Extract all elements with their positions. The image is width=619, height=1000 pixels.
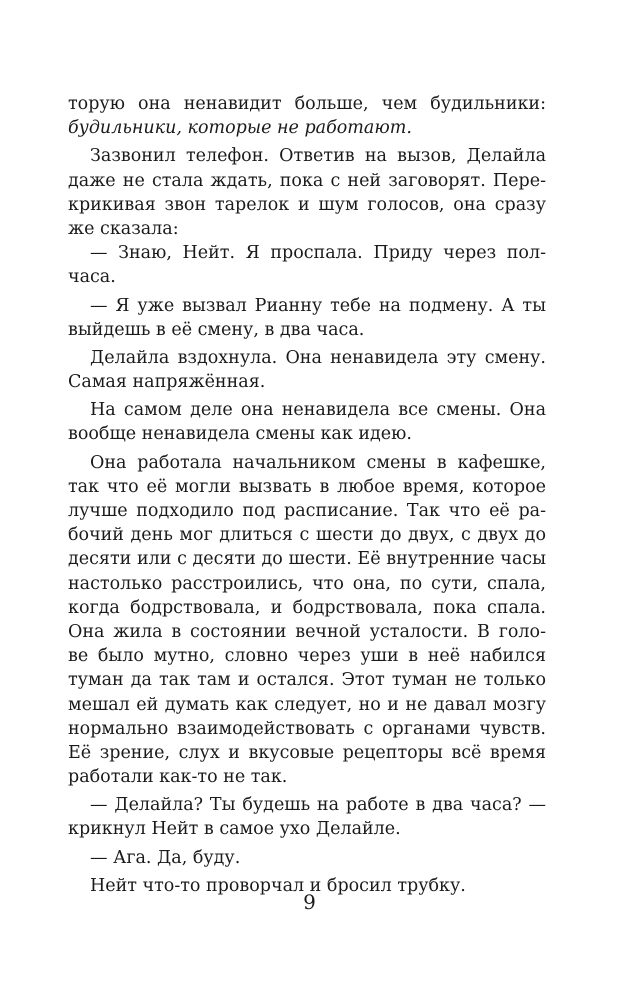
text-line: торую она ненавидит больше, чем будильники:	[68, 94, 546, 114]
text-line: бочий день мог длиться с шести до двух, с двух до	[68, 525, 546, 546]
text-line: Её зрение, слух и вкусовые рецепторы всё время	[68, 742, 546, 763]
text-line: Она жила в состоянии вечной усталости. В голо-	[68, 621, 546, 642]
text-line: десяти или с десяти до шести. Её внутренние часы	[68, 549, 546, 570]
text-line: когда бодрствовала, и бодрствовала, пока спала.	[68, 597, 546, 618]
dialogue-line: — Я уже вызвал Рианну тебе на подмену. А ты	[90, 295, 546, 316]
paragraph-start: Она работала начальником смены в кафешке,	[90, 452, 546, 473]
text-line: туман да так там и остался. Этот туман не только	[68, 670, 546, 691]
paragraph-start: Делайла вздохнула. Она ненавидела эту смену.	[90, 347, 546, 368]
text-line: мешал ей думать как следует, но и не давал мозгу	[68, 694, 546, 715]
italic-text: будильники, которые не работают.	[68, 118, 412, 139]
text-line: Самая напряжённая.	[68, 372, 266, 393]
text-line: работали как-то не так.	[68, 767, 288, 788]
text-line: крикивая звон тарелок и шум голосов, она сразу	[68, 194, 546, 215]
dialogue-line: — Делайла? Ты будешь на работе в два часа? —	[90, 795, 546, 816]
text-line: же сказала:	[68, 218, 179, 239]
text-line: лучше подходило под расписание. Так что её ра-	[68, 501, 546, 521]
dialogue-line: — Знаю, Нейт. Я проспала. Приду через пол-	[90, 243, 546, 264]
text-line: крикнул Нейт в самое ухо Делайле.	[68, 819, 401, 840]
dialogue-line: — Ага. Да, буду.	[90, 847, 241, 868]
text-line-italic	[68, 116, 546, 140]
body-text	[68, 92, 546, 898]
text-line: нормально взаимодействовать с органами чувств.	[68, 718, 546, 739]
text-line: ве было мутно, словно через уши в неё набился	[68, 646, 546, 667]
text-line: выйдешь в её смену, в два часа.	[68, 319, 365, 340]
page-number: 9	[303, 890, 316, 914]
text-line: настолько расстроились, что она, по сути, спала,	[68, 573, 546, 594]
text-line: так что её могли вызвать в любое время, которое	[68, 476, 546, 497]
paragraph-start: Зазвонил телефон. Ответив на вызов, Делайла	[90, 146, 546, 167]
paragraph-start: Нейт что-то проворчал и бросил трубку.	[90, 875, 466, 896]
text-line: часа.	[68, 267, 116, 288]
text-line: даже не стала ждать, пока с ней заговорят. Пере-	[68, 170, 546, 191]
text-line: вообще ненавидела смены как идею.	[68, 424, 412, 445]
paragraph-start: На самом деле она ненавидела все смены. Она	[90, 400, 546, 421]
